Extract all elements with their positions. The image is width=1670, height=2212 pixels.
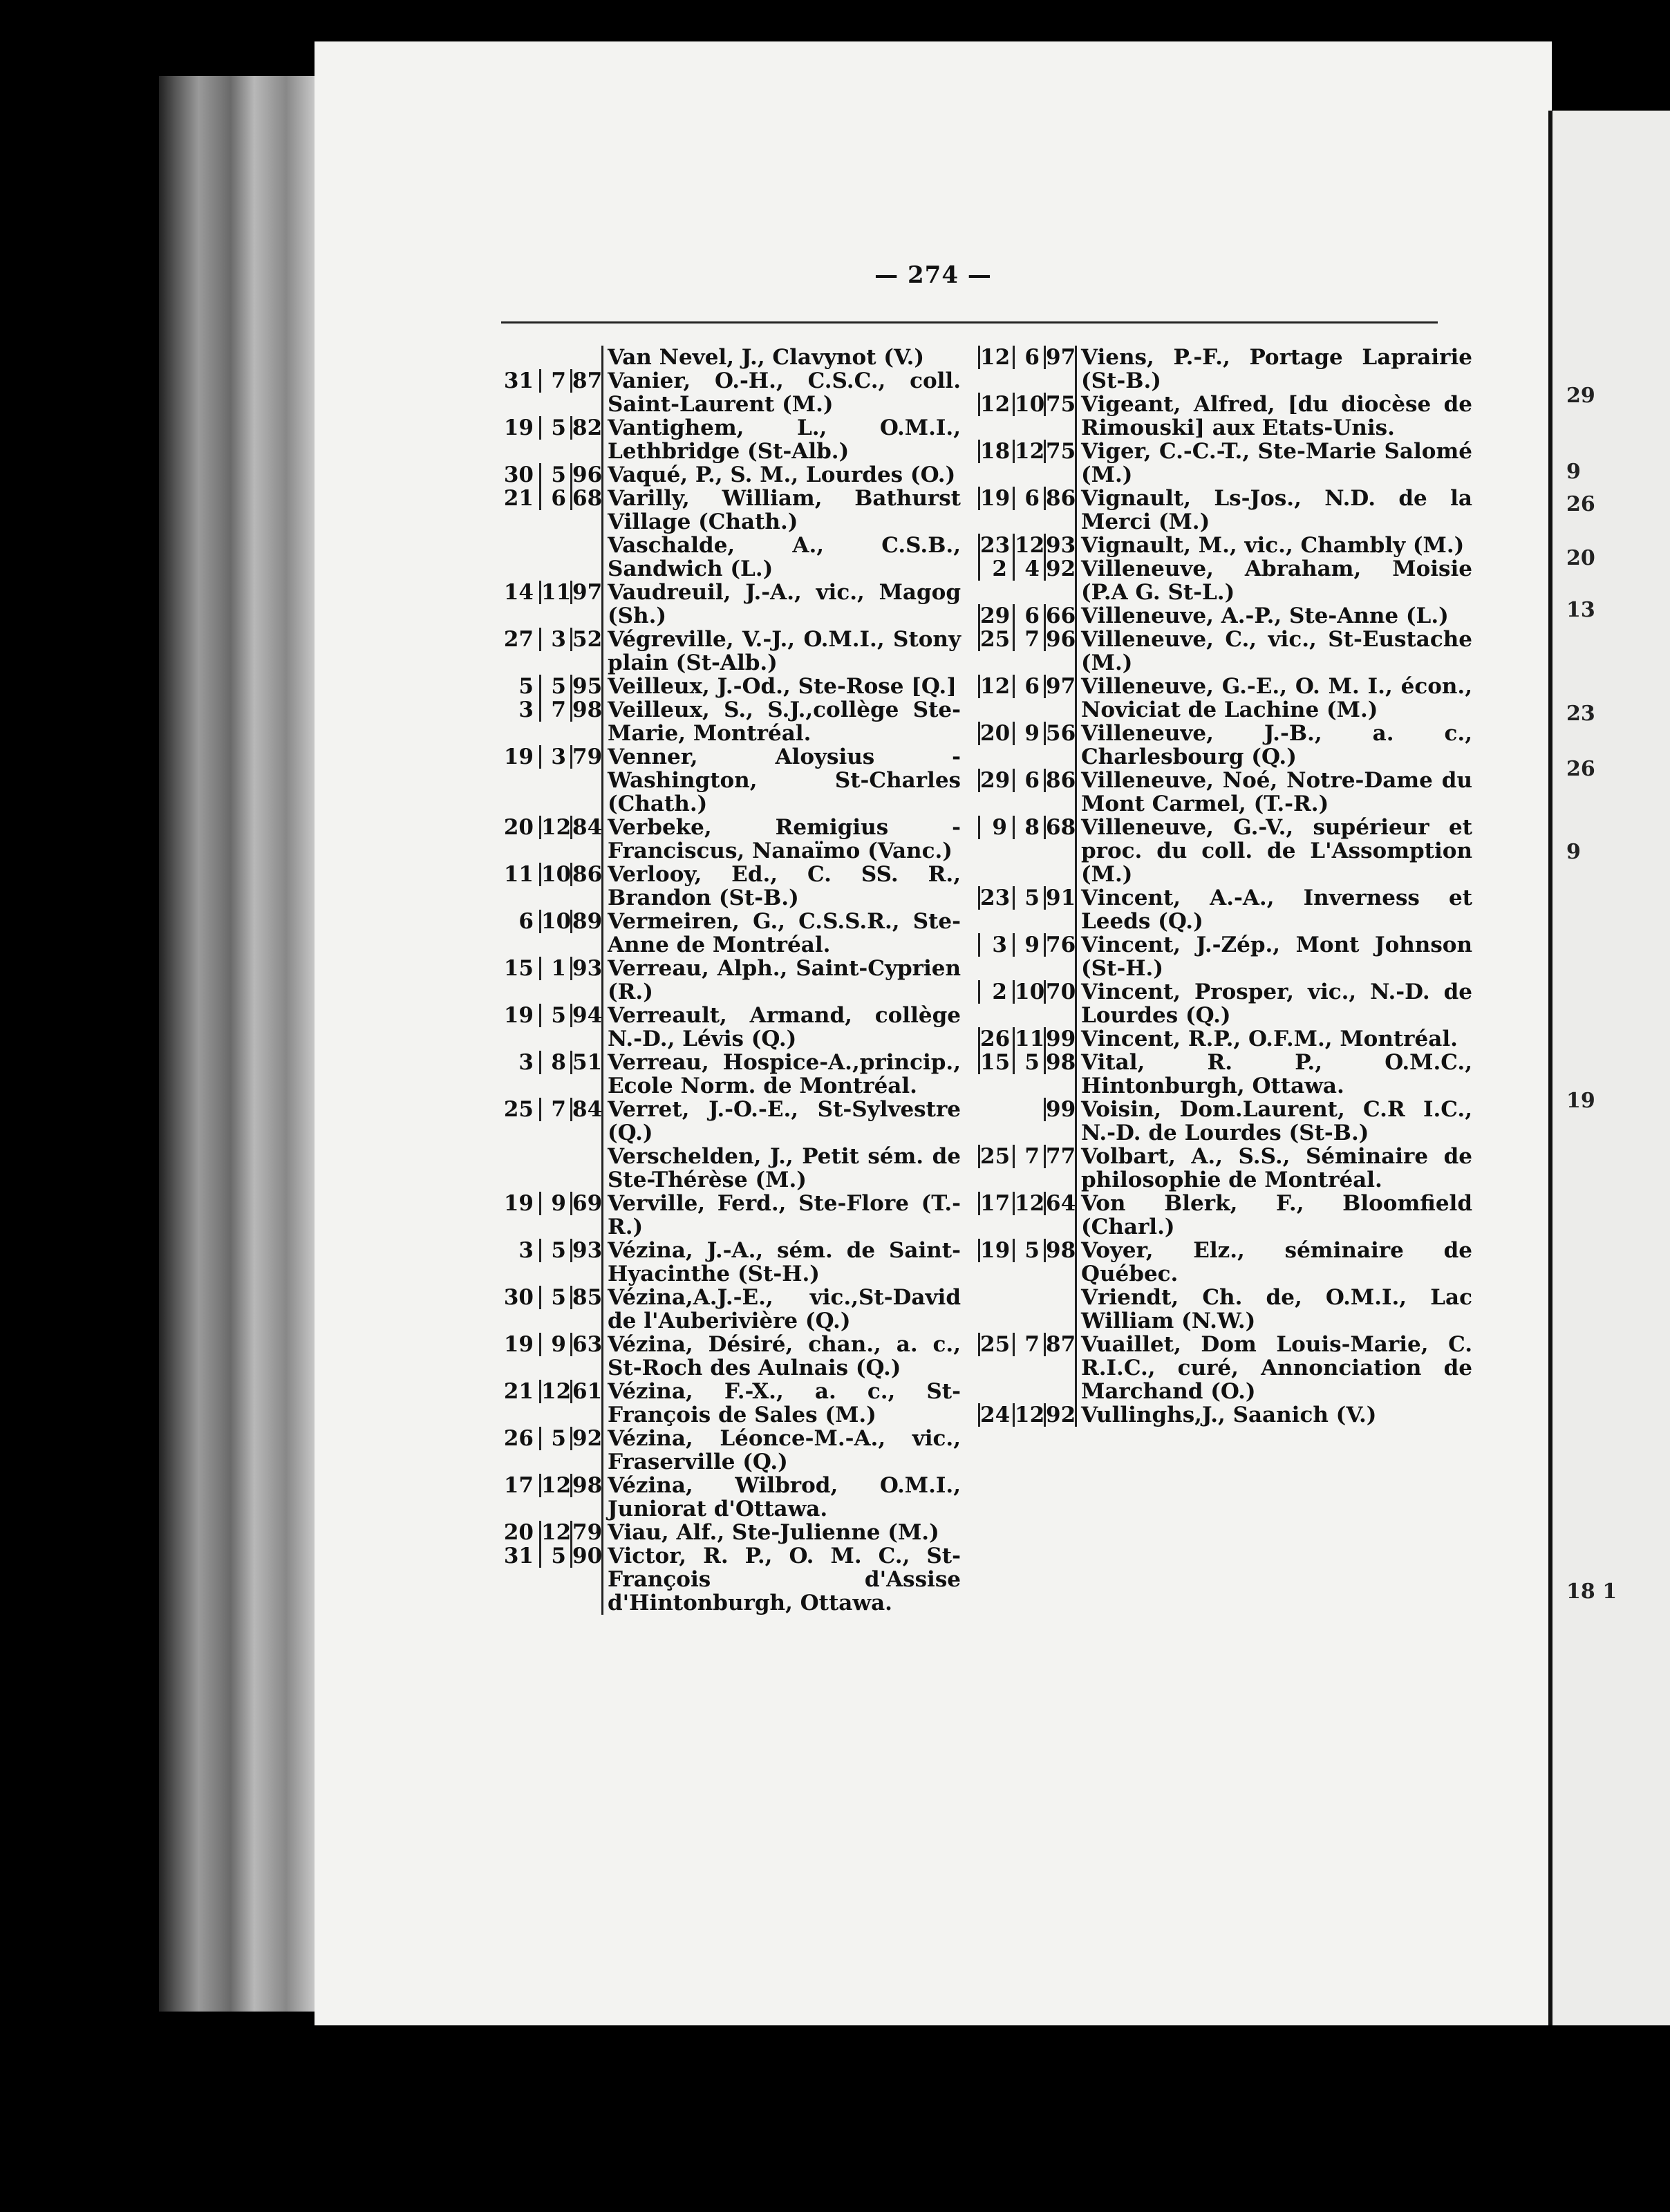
left-column-entry — [501, 1192, 961, 1239]
entry-day: 12 — [978, 346, 1013, 369]
right-column-entry — [978, 1145, 1472, 1192]
entry-month: 5 — [539, 675, 570, 698]
entry-day: 18 — [978, 440, 1013, 463]
entry-year: 76 — [1044, 933, 1075, 957]
entry-year: 79 — [570, 745, 601, 769]
left-column-entry — [501, 628, 961, 675]
entry-text: Vermeiren, G., C.S.S.R., Ste-Anne de Montréal. — [601, 910, 961, 957]
entry-day: 19 — [978, 487, 1013, 510]
entry-year: 93 — [570, 957, 601, 980]
entry-day: 9 — [978, 816, 1013, 839]
entry-text: Verschelden, J., Petit sém. de Ste-Thérèse (M.) — [601, 1145, 961, 1192]
entry-month: 5 — [539, 1427, 570, 1450]
entry-month: 6 — [1013, 675, 1044, 698]
right-column-entry — [978, 675, 1472, 722]
entry-year: 51 — [570, 1051, 601, 1074]
entry-month: 5 — [539, 1286, 570, 1309]
right-column-entry — [978, 933, 1472, 980]
left-column-entry — [501, 1474, 961, 1521]
header-rule — [501, 321, 1438, 324]
entry-month: 4 — [1013, 557, 1044, 581]
entry-year: 98 — [570, 698, 601, 722]
entry-day: 19 — [503, 1332, 534, 1357]
entry-day: 21 — [503, 1379, 534, 1404]
entry-year: 97 — [1044, 346, 1075, 369]
entry-text: Verlooy, Ed., C. SS. R., Brandon (St-B.) — [601, 863, 961, 910]
entry-text: Vincent, R.P., O.F.M., Montréal. — [1075, 1027, 1472, 1051]
entry-day: 27 — [503, 627, 534, 652]
entry-text: Vaudreuil, J.-A., vic., Magog (Sh.) — [601, 581, 961, 628]
entry-text: Volbart, A., S.S., Séminaire de philosophie de Montréal. — [1075, 1145, 1472, 1192]
entry-year: 64 — [1044, 1192, 1075, 1215]
left-column-entry — [501, 1286, 961, 1333]
entry-month: 5 — [539, 1004, 570, 1027]
entry-month: 5 — [1013, 1051, 1044, 1074]
right-column — [978, 346, 1472, 1427]
entry-year: 75 — [1044, 393, 1075, 416]
entry-text: Verret, J.-O.-E., St-Sylvestre (Q.) — [601, 1098, 961, 1145]
facing-page-fragment: 26 — [1566, 492, 1595, 516]
entry-text: Vézina, Léonce-M.-A., vic., Fraserville (Q.) — [601, 1427, 961, 1474]
right-column-entry — [978, 1192, 1472, 1239]
entry-text: Villeneuve, Abraham, Moisie (P.A G. St-L.) — [1075, 557, 1472, 604]
entry-text: Villeneuve, G.-V., supérieur et proc. du coll. de L'Assomption (M.) — [1075, 816, 1472, 886]
entry-text: Vézina, J.-A., sém. de Saint-Hyacinthe (St-H.) — [601, 1239, 961, 1286]
entry-text: Viau, Alf., Ste-Julienne (M.) — [601, 1521, 961, 1544]
right-column-entry — [978, 1098, 1472, 1145]
entry-day: 30 — [503, 1285, 534, 1310]
left-column — [501, 346, 961, 1615]
right-column-entry — [978, 1333, 1472, 1403]
left-column-entry — [501, 534, 961, 581]
entry-year: 97 — [1044, 675, 1075, 698]
facing-page-fragment: 23 — [1566, 702, 1595, 726]
right-column-entry — [978, 722, 1472, 769]
entry-month: 12 — [1013, 534, 1044, 557]
entry-text: Vincent, Prosper, vic., N.-D. de Lourdes (Q.) — [1075, 980, 1472, 1027]
right-column-entry — [978, 769, 1472, 816]
entry-day: 25 — [978, 628, 1013, 651]
facing-page-fragment: 20 — [1566, 546, 1595, 570]
right-column-entry — [978, 1051, 1472, 1098]
entry-text: Vézina, Désiré, chan., a. c., St-Roch des Aulnais (Q.) — [601, 1333, 961, 1380]
entry-text: Vincent, A.-A., Inverness et Leeds (Q.) — [1075, 886, 1472, 933]
entry-day: 25 — [503, 1097, 534, 1122]
right-column-entry — [978, 557, 1472, 604]
left-column-entry — [501, 675, 961, 698]
entry-month: 12 — [1013, 440, 1044, 463]
entry-text: Vaschalde, A., C.S.B., Sandwich (L.) — [601, 534, 961, 581]
entry-year: 95 — [570, 675, 601, 698]
right-column-entry — [978, 440, 1472, 487]
left-column-entry — [501, 1239, 961, 1286]
entry-year: 99 — [1044, 1098, 1075, 1121]
left-column-entry — [501, 1427, 961, 1474]
entry-day: 3 — [518, 1238, 534, 1263]
entry-month: 7 — [539, 1098, 570, 1121]
left-column-entry — [501, 1051, 961, 1098]
entry-year: 92 — [1044, 557, 1075, 581]
entry-year: 97 — [570, 581, 601, 604]
entry-year: 91 — [1044, 886, 1075, 910]
entry-day: 19 — [503, 415, 534, 440]
right-column-entry — [978, 346, 1472, 393]
right-column-entry — [978, 393, 1472, 440]
entry-day: 19 — [978, 1239, 1013, 1262]
entry-month: 10 — [1013, 980, 1044, 1004]
entry-year: 99 — [1044, 1027, 1075, 1051]
entry-month: 1 — [539, 957, 570, 980]
entry-year: 87 — [570, 369, 601, 393]
entry-month: 5 — [539, 416, 570, 440]
entry-year: 98 — [1044, 1051, 1075, 1074]
left-column-entry — [501, 910, 961, 957]
facing-page-fragment: 9 — [1566, 460, 1581, 484]
entry-month: 9 — [1013, 933, 1044, 957]
entry-month: 7 — [539, 369, 570, 393]
entry-month: 11 — [539, 581, 570, 604]
facing-page-fragment: 13 — [1566, 598, 1595, 622]
left-column-entry — [501, 1544, 961, 1615]
facing-page-fragment: 19 — [1566, 1089, 1595, 1113]
entry-text: Vézina,A.J.-E., vic.,St-David de l'Auberivière (Q.) — [601, 1286, 961, 1333]
entry-year: 66 — [1044, 604, 1075, 628]
entry-text: Verreau, Hospice-A.,princip., Ecole Norm. de Montréal. — [601, 1051, 961, 1098]
entry-year: 98 — [1044, 1239, 1075, 1262]
entry-year: 84 — [570, 1098, 601, 1121]
entry-month: 6 — [1013, 487, 1044, 510]
entry-year: 61 — [570, 1380, 601, 1403]
entry-year: 75 — [1044, 440, 1075, 463]
entry-month: 5 — [539, 463, 570, 487]
left-column-entry — [501, 863, 961, 910]
entry-year: 87 — [1044, 1333, 1075, 1356]
facing-page-fragment: 26 — [1566, 757, 1595, 781]
entry-month: 10 — [539, 863, 570, 886]
left-column-entry — [501, 745, 961, 816]
entry-year: 79 — [570, 1521, 601, 1544]
entry-year: 92 — [570, 1427, 601, 1450]
left-column-entry — [501, 1098, 961, 1145]
entry-text: Villeneuve, J.-B., a. c., Charlesbourg (Q.) — [1075, 722, 1472, 769]
entry-day: 23 — [978, 534, 1013, 557]
entry-year: 90 — [570, 1544, 601, 1568]
right-column-entry — [978, 628, 1472, 675]
entry-text: Vullinghs,J., Saanich (V.) — [1075, 1403, 1472, 1427]
entry-day: 29 — [978, 769, 1013, 792]
entry-month: 12 — [539, 1474, 570, 1497]
entry-text: Veilleux, J.-Od., Ste-Rose [Q.] — [601, 675, 961, 698]
entry-day: 17 — [503, 1473, 534, 1498]
entry-month: 12 — [539, 1521, 570, 1544]
entry-month: 6 — [539, 487, 570, 510]
entry-year: 86 — [1044, 769, 1075, 792]
entry-year: 52 — [570, 628, 601, 651]
left-column-entry — [501, 1004, 961, 1051]
facing-page-fragment: 9 — [1566, 840, 1581, 864]
entry-text: Voyer, Elz., séminaire de Québec. — [1075, 1239, 1472, 1286]
right-column-entry — [978, 816, 1472, 886]
entry-month: 9 — [1013, 722, 1044, 745]
entry-text: Vuaillet, Dom Louis-Marie, C. R.I.C., curé, Annonciation de Marchand (O.) — [1075, 1333, 1472, 1403]
entry-text: Varilly, William, Bathurst Village (Chath.) — [601, 487, 961, 534]
entry-text: Vignault, Ls-Jos., N.D. de la Merci (M.) — [1075, 487, 1472, 534]
entry-year: 69 — [570, 1192, 601, 1215]
entry-year: 93 — [1044, 534, 1075, 557]
entry-day: 2 — [978, 557, 1013, 581]
entry-text: Vézina, Wilbrod, O.M.I., Juniorat d'Ottawa. — [601, 1474, 961, 1521]
entry-text: Van Nevel, J., Clavynot (V.) — [601, 346, 961, 369]
entry-text: Viens, P.-F., Portage Laprairie (St-B.) — [1075, 346, 1472, 393]
entry-year: 86 — [570, 863, 601, 886]
entry-day: 20 — [503, 815, 534, 840]
entry-year: 63 — [570, 1333, 601, 1356]
entry-text: Verreau, Alph., Saint-Cyprien (R.) — [601, 957, 961, 1004]
entry-day: 17 — [978, 1192, 1013, 1215]
entry-day: 23 — [978, 886, 1013, 910]
left-column-entry — [501, 346, 961, 369]
left-column-entry — [501, 416, 961, 463]
left-column-entry — [501, 816, 961, 863]
entry-day: 29 — [978, 604, 1013, 628]
entry-year: 96 — [1044, 628, 1075, 651]
entry-month: 10 — [1013, 393, 1044, 416]
facing-page-fragment: 29 — [1566, 384, 1595, 408]
entry-month: 8 — [1013, 816, 1044, 839]
entry-day: 3 — [518, 697, 534, 722]
entry-month: 5 — [539, 1239, 570, 1262]
entry-text: Vanier, O.-H., C.S.C., coll. Saint-Laurent (M.) — [601, 369, 961, 416]
entry-year: 56 — [1044, 722, 1075, 745]
entry-text: Verville, Ferd., Ste-Flore (T.-R.) — [601, 1192, 961, 1239]
entry-month: 5 — [1013, 1239, 1044, 1262]
entry-text: Voisin, Dom.Laurent, C.R I.C., N.-D. de Lourdes (St-B.) — [1075, 1098, 1472, 1145]
facing-page-fragment: 18 1 — [1566, 1580, 1617, 1604]
entry-month: 3 — [539, 628, 570, 651]
entry-month: 3 — [539, 745, 570, 769]
entry-month: 12 — [539, 1380, 570, 1403]
page-number: — 274 — — [874, 261, 992, 289]
entry-year: 77 — [1044, 1145, 1075, 1168]
entry-text: Vignault, M., vic., Chambly (M.) — [1075, 534, 1472, 557]
entry-month: 6 — [1013, 346, 1044, 369]
entry-day: 14 — [503, 580, 534, 605]
entry-year: 82 — [570, 416, 601, 440]
entry-month: 7 — [1013, 1333, 1044, 1356]
entry-month: 9 — [539, 1333, 570, 1356]
entry-month: 11 — [1013, 1027, 1044, 1051]
right-column-entry — [978, 487, 1472, 534]
right-column-entry — [978, 1286, 1472, 1333]
entry-month: 12 — [1013, 1403, 1044, 1427]
entry-day: 25 — [978, 1145, 1013, 1168]
entry-year: 68 — [570, 487, 601, 510]
entry-month: 9 — [539, 1192, 570, 1215]
entry-text: Villeneuve, C., vic., St-Eustache (M.) — [1075, 628, 1472, 675]
entry-year: 93 — [570, 1239, 601, 1262]
entry-month: 5 — [539, 1544, 570, 1568]
entry-day: 31 — [503, 368, 534, 393]
entry-text: Venner, Aloysius - Washington, St-Charles (Chath.) — [601, 745, 961, 816]
entry-year: 70 — [1044, 980, 1075, 1004]
entry-day: 26 — [978, 1027, 1013, 1051]
entry-text: Villeneuve, A.-P., Ste-Anne (L.) — [1075, 604, 1472, 628]
entry-day: 21 — [503, 486, 534, 511]
entry-text: Vaqué, P., S. M., Lourdes (O.) — [601, 463, 961, 487]
right-column-entry — [978, 1027, 1472, 1051]
entry-day: 20 — [978, 722, 1013, 745]
entry-month: 12 — [1013, 1192, 1044, 1215]
entry-day: 3 — [978, 933, 1013, 957]
entry-month: 10 — [539, 910, 570, 933]
entry-month: 6 — [1013, 769, 1044, 792]
entry-month: 5 — [1013, 886, 1044, 910]
entry-day: 19 — [503, 1191, 534, 1216]
entry-text: Viger, C.-C.-T., Ste-Marie Salomé (M.) — [1075, 440, 1472, 487]
entry-day: 31 — [503, 1544, 534, 1568]
entry-text: Veilleux, S., S.J.,collège Ste-Marie, Montréal. — [601, 698, 961, 745]
entry-year: 89 — [570, 910, 601, 933]
left-column-entry — [501, 1333, 961, 1380]
entry-year: 85 — [570, 1286, 601, 1309]
entry-year: 94 — [570, 1004, 601, 1027]
entry-text: Villeneuve, G.-E., O. M. I., écon., Noviciat de Lachine (M.) — [1075, 675, 1472, 722]
entry-day: 19 — [503, 744, 534, 769]
entry-text: Von Blerk, F., Bloomfield (Charl.) — [1075, 1192, 1472, 1239]
right-column-entry — [978, 980, 1472, 1027]
left-column-entry — [501, 581, 961, 628]
entry-year: 98 — [570, 1474, 601, 1497]
entry-day: 24 — [978, 1403, 1013, 1427]
entry-year: 68 — [1044, 816, 1075, 839]
entry-month: 8 — [539, 1051, 570, 1074]
entry-year: 84 — [570, 816, 601, 839]
entry-month: 7 — [1013, 628, 1044, 651]
entry-day: 15 — [978, 1051, 1013, 1074]
entry-year: 96 — [570, 463, 601, 487]
entry-month: 7 — [539, 698, 570, 722]
right-column-entry — [978, 1403, 1472, 1427]
entry-year: 86 — [1044, 487, 1075, 510]
entry-day: 30 — [503, 462, 534, 487]
left-column-entry — [501, 463, 961, 487]
entry-day: 3 — [518, 1050, 534, 1075]
entry-year: 92 — [1044, 1403, 1075, 1427]
entry-day: 25 — [978, 1333, 1013, 1356]
left-column-entry — [501, 957, 961, 1004]
entry-day: 5 — [518, 674, 534, 699]
right-column-entry — [978, 604, 1472, 628]
left-column-entry — [501, 1380, 961, 1427]
left-column-entry — [501, 1145, 961, 1192]
entry-text: Vézina, F.-X., a. c., St-François de Sales (M.) — [601, 1380, 961, 1427]
next-page-edge — [1548, 111, 1670, 2025]
right-column-entry — [978, 886, 1472, 933]
entry-text: Victor, R. P., O. M. C., St-François d'Assise d'Hintonburgh, Ottawa. — [601, 1544, 961, 1615]
book-spine-edge — [159, 76, 318, 2012]
entry-month: 6 — [1013, 604, 1044, 628]
entry-text: Vincent, J.-Zép., Mont Johnson (St-H.) — [1075, 933, 1472, 980]
entry-day: 19 — [503, 1003, 534, 1028]
entry-text: Vigeant, Alfred, [du diocèse de Rimouski] aux Etats-Unis. — [1075, 393, 1472, 440]
directory-page — [315, 41, 1552, 2025]
left-column-entry — [501, 1521, 961, 1544]
left-column-entry — [501, 369, 961, 416]
entry-day: 2 — [978, 980, 1013, 1004]
entry-day: 15 — [503, 956, 534, 981]
entry-text: Verbeke, Remigius - Franciscus, Nanaïmo (Vanc.) — [601, 816, 961, 863]
entry-text: Vantighem, L., O.M.I., Lethbridge (St-Alb.) — [601, 416, 961, 463]
entry-text: Villeneuve, Noé, Notre-Dame du Mont Carmel, (T.-R.) — [1075, 769, 1472, 816]
entry-day: 11 — [503, 862, 534, 887]
entry-month: 12 — [539, 816, 570, 839]
entry-day: 20 — [503, 1520, 534, 1545]
entry-day: 12 — [978, 675, 1013, 698]
entry-text: Vital, R. P., O.M.C., Hintonburgh, Ottawa. — [1075, 1051, 1472, 1098]
entry-day: 12 — [978, 393, 1013, 416]
entry-text: Vriendt, Ch. de, O.M.I., Lac William (N.W.) — [1075, 1286, 1472, 1333]
left-column-entry — [501, 698, 961, 745]
right-column-entry — [978, 534, 1472, 557]
entry-text: Végreville, V.-J., O.M.I., Stony plain (St-Alb.) — [601, 628, 961, 675]
right-column-entry — [978, 1239, 1472, 1286]
entry-month: 7 — [1013, 1145, 1044, 1168]
entry-day: 6 — [518, 909, 534, 934]
entry-text: Verreault, Armand, collège N.-D., Lévis (Q.) — [601, 1004, 961, 1051]
left-column-entry — [501, 487, 961, 534]
entry-day: 26 — [503, 1426, 534, 1451]
